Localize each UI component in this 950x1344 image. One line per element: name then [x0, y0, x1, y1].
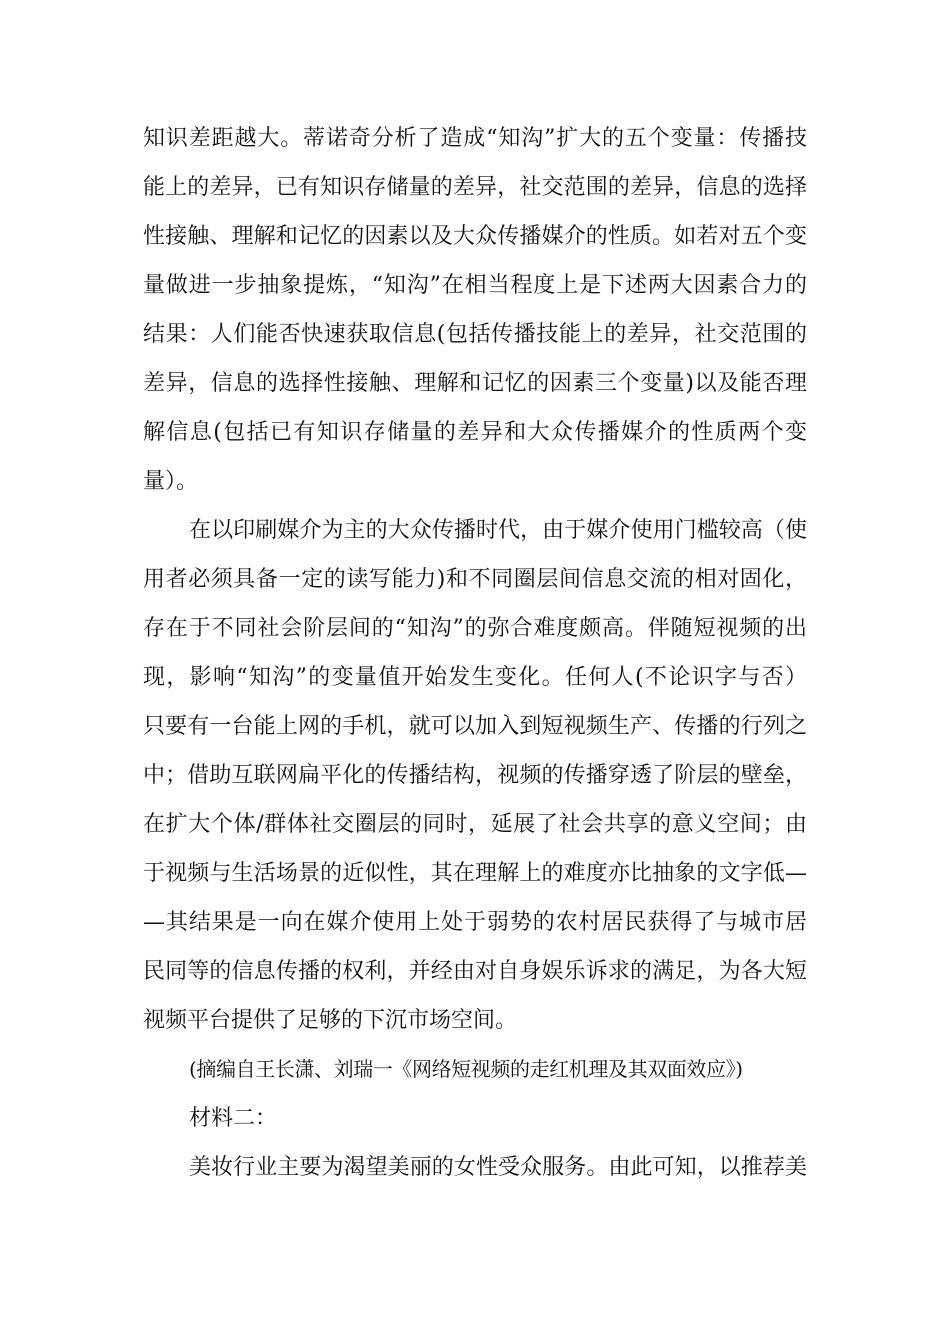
paragraph-1-line-8: 量）。	[143, 469, 199, 494]
paragraph-1-line-2: 能上的差异，已有知识存储量的差异，社交范围的差异，信息的选择	[143, 175, 807, 200]
section-heading: 材料二：	[189, 1106, 278, 1131]
paragraph-1-line-6: 差异，信息的选择性接触、理解和记忆的因素三个变量)以及能否理	[143, 371, 807, 396]
paragraph-1-line-3: 性接触、理解和记忆的因素以及大众传播媒介的性质。如若对五个变	[143, 224, 807, 249]
paragraph-2-line-10: 民同等的信息传播的权利，并经由对自身娱乐诉求的满足，为各大短	[143, 959, 807, 984]
paragraph-1-line-7: 解信息(包括已有知识存储量的差异和大众传播媒介的性质两个变	[143, 420, 807, 445]
paragraph-1-line-4: 量做进一步抽象提炼，“知沟”在相当程度上是下述两大因素合力的	[143, 273, 807, 298]
paragraph-2-line-6: 中；借助互联网扁平化的传播结构，视频的传播穿透了阶层的壁垒，	[143, 763, 807, 788]
paragraph-2-line-7: 在扩大个体/群体社交圈层的同时，延展了社会共享的意义空间；由	[143, 812, 807, 837]
document-body	[143, 114, 807, 1192]
source-attribution: (摘编自王长潇、刘瑞一《网络短视频的走红机理及其双面效应》)	[189, 1057, 743, 1081]
paragraph-2-line-8: 于视频与生活场景的近似性，其在理解上的难度亦比抽象的文字低—	[143, 861, 807, 886]
paragraph-2-line-11: 视频平台提供了足够的下沉市场空间。	[143, 1008, 518, 1033]
paragraph-2-line-1: 在以印刷媒介为主的大众传播时代，由于媒介使用门槛较高（使	[189, 518, 807, 543]
paragraph-2-line-2: 用者必须具备一定的读写能力)和不同圈层间信息交流的相对固化，	[143, 567, 807, 592]
paragraph-2-line-4: 现，影响“知沟”的变量值开始发生变化。任何人(不论识字与否）	[143, 665, 807, 690]
paragraph-1-line-1: 知识差距越大。蒂诺奇分析了造成“知沟”扩大的五个变量：传播技	[143, 126, 807, 151]
paragraph-2-line-3: 存在于不同社会阶层间的“知沟”的弥合难度颇高。伴随短视频的出	[143, 616, 807, 641]
paragraph-2-line-9: —其结果是一向在媒介使用上处于弱势的农村居民获得了与城市居	[143, 910, 807, 935]
paragraph-1-line-5: 结果：人们能否快速获取信息(包括传播技能上的差异，社交范围的	[143, 322, 807, 347]
paragraph-3-line-1: 美妆行业主要为渴望美丽的女性受众服务。由此可知，以推荐美	[189, 1155, 807, 1180]
paragraph-2-line-5: 只要有一台能上网的手机，就可以加入到短视频生产、传播的行列之	[143, 714, 807, 739]
